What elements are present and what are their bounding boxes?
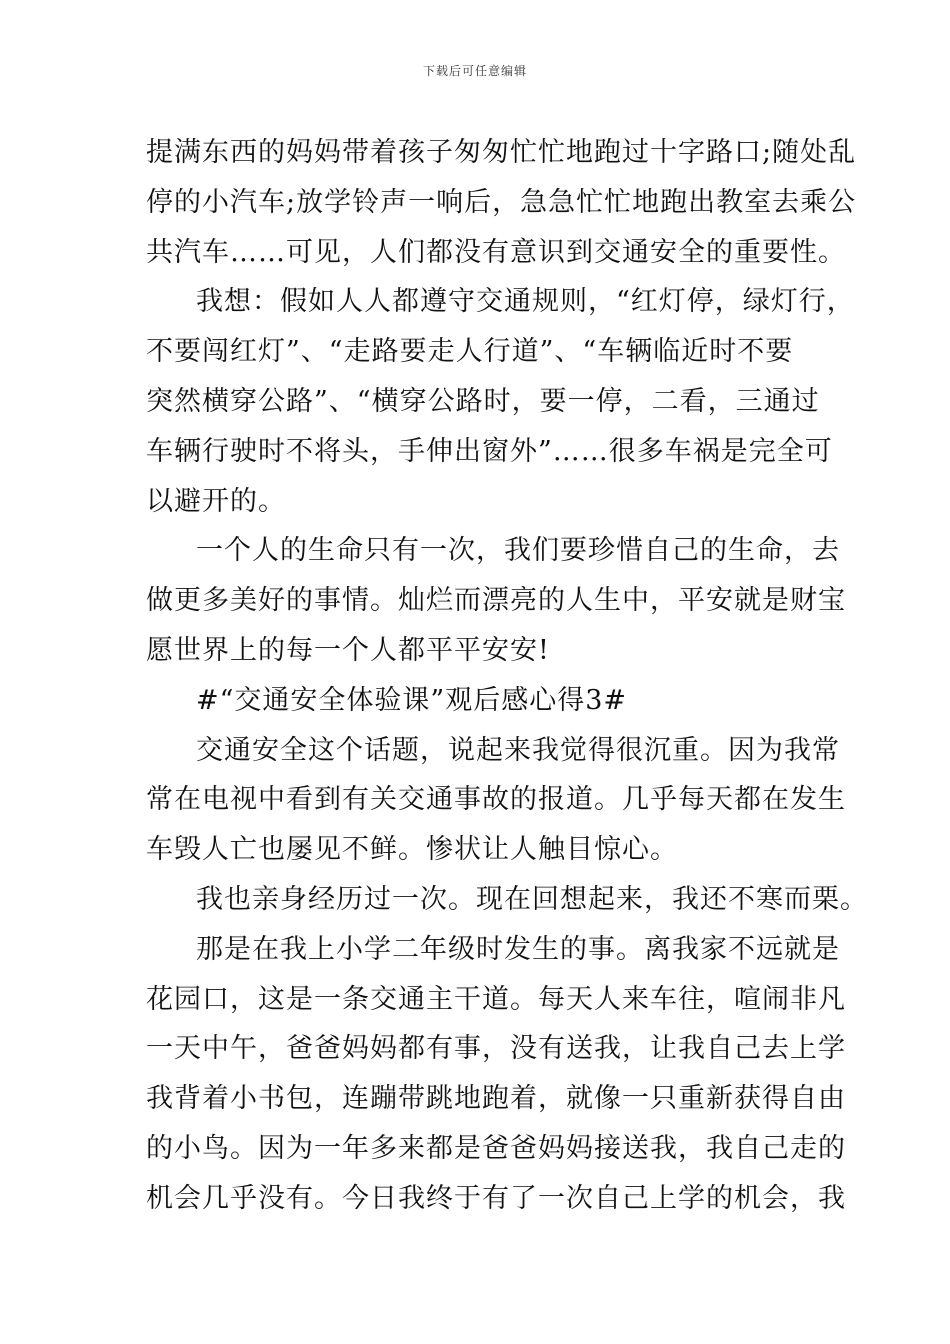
text-line: 一天中午，爸爸妈妈都有事，没有送我，让我自己去上学 xyxy=(146,1033,846,1065)
text-line: 的小鸟。因为一年多来都是爸爸妈妈接送我，我自己走的 xyxy=(146,1132,846,1164)
text-line: 共汽车……可见，人们都没有意识到交通安全的重要性。 xyxy=(146,236,846,268)
text-line: 以避开的。 xyxy=(146,485,286,517)
text-line: 停的小汽车;放学铃声一响后，急急忙忙地跑出教室去乘公 xyxy=(146,186,857,218)
text-line: 提满东西的妈妈带着孩子匆匆忙忙地跑过十字路口;随处乱 xyxy=(146,137,857,168)
text-line: 我想：假如人人都遵守交通规则，“红灯停，绿灯行， xyxy=(196,286,855,318)
text-line: 做更多美好的事情。灿烂而漂亮的人生中，平安就是财宝 xyxy=(146,585,846,617)
text-line: 愿世界上的每一个人都平平安安! xyxy=(146,634,550,666)
text-line: 我也亲身经历过一次。现在回想起来，我还不寒而栗。 xyxy=(196,883,868,915)
text-line: 我背着小书包，连蹦带跳地跑着，就像一只重新获得自由 xyxy=(146,1083,846,1115)
text-line: 车辆行驶时不将头，手伸出窗外”……很多车祸是完全可 xyxy=(146,435,833,467)
text-line: 那是在我上小学二年级时发生的事。离我家不远就是 xyxy=(196,933,840,965)
text-line: 突然横穿公路”、“横穿公路时，要一停，二看，三通过 xyxy=(146,385,820,417)
text-line: 花园口，这是一条交通主干道。每天人来车往，喧闹非凡 xyxy=(146,983,846,1015)
text-line: 常在电视中看到有关交通事故的报道。几乎每天都在发生 xyxy=(146,784,846,816)
document-body xyxy=(146,128,868,1224)
text-line: 机会几乎没有。今日我终于有了一次自己上学的机会，我 xyxy=(146,1182,846,1214)
text-line: 不要闯红灯”、“走路要走人行道”、“车辆临近时不要 xyxy=(146,336,794,368)
text-line: 车毁人亡也屡见不鲜。惨状让人触目惊心。 xyxy=(146,834,678,866)
text-line: 一个人的生命只有一次，我们要珍惜自己的生命，去 xyxy=(196,535,840,567)
text-line: 交通安全这个话题，说起来我觉得很沉重。因为我常 xyxy=(196,734,840,766)
text-line: #“交通安全体验课”观后感心得3# xyxy=(196,684,628,716)
page-header: 下载后可任意编辑 xyxy=(422,64,527,78)
